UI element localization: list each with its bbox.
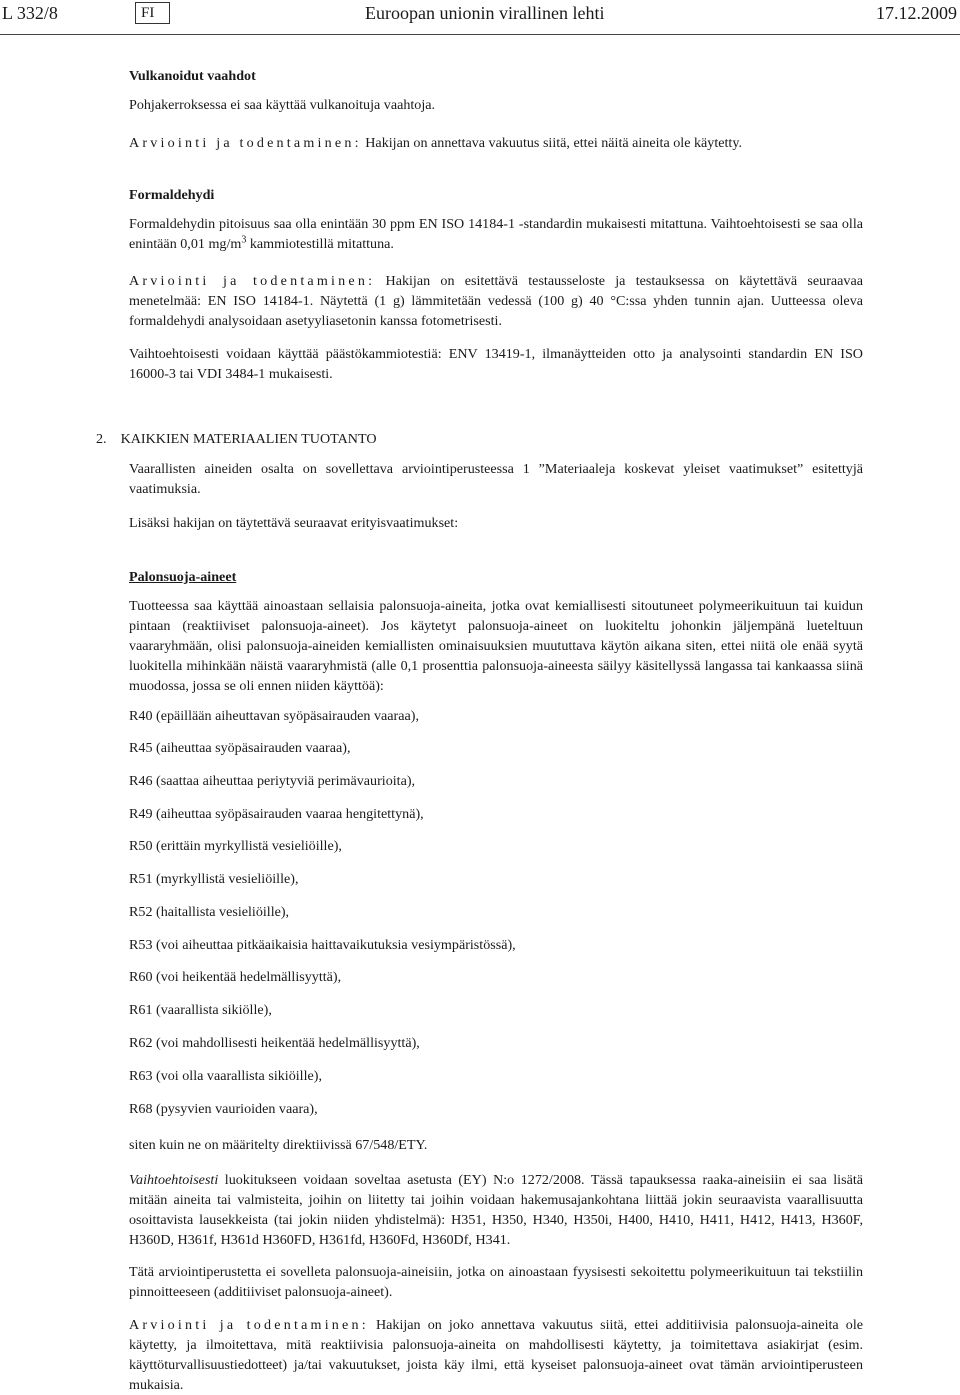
assessment-label: Arviointi ja todentaminen: [129,1317,369,1333]
page-reference: L 332/8 [2,3,58,23]
list-item: R52 (haitallista vesieliöille), [129,904,290,920]
list-item: R40 (epäillään aiheuttavan syöpäsairauden vaaraa), [129,708,419,724]
list-item: R51 (myrkyllistä vesieliöille), [129,871,299,887]
text-fragment: luokitukseen voidaan soveltaa asetusta (EY) N:o 1272/2008. Tässä tapauksessa raaka-aineisiin ei saa lisätä mitään aineita tai valmisteita, joihin on liitetty tai joihin voidaan hakemusajankohtana liittää jokin seuraavista vaarallisuutta osoittavista lausekkeista (tai jokin niiden yhdistelmä): H351, H350, H340, H350i, H400, H410, H411, H412, H413, H360F, H360D, H361f, H361d H360FD, H361fd, H360Fd, H360Df, H341. [129,1172,863,1248]
assessment-text: Hakijan on joko annettava vakuutus siitä, ettei additiivisia palonsuoja-aineita ole käytetty, ja ilmoitettava, mitä reaktiivisia palonsuoja-aineita on mahdollisesti käytetty, ja toimitettava asiakirjat (esim. käyttöturvallisuustiedotteet) ja/tai vakuutukset, joista käy ilmi, että kyseiset palonsuoja-aineet ovat tämän arviointiperusteen mukaisia. [129,1317,863,1393]
assessment-paragraph [129,271,863,331]
assessment-paragraph [129,1315,863,1395]
paragraph [129,214,863,254]
list-item: R60 (voi heikentää hedelmällisyyttä), [129,969,342,985]
paragraph: Vaihtoehtoisesti voidaan käyttää päästökammiotestiä: ENV 13419-1, ilmanäytteiden otto ja analysointi standardin EN ISO 16000-3 tai VDI 3484-1 mukaisesti. [129,346,863,382]
assessment-label: Arviointi ja todentaminen: [129,135,362,151]
text-fragment: Formaldehydin pitoisuus saa olla enintään 30 ppm EN ISO 14184-1 -standardin mukaisesti mitattuna. Vaihtoehtoisesti se saa olla enintään 0,01 mg/m [129,216,863,252]
list-item: R68 (pysyvien vaurioiden vaara), [129,1101,318,1117]
paragraph: Lisäksi hakijan on täytettävä seuraavat erityisvaatimukset: [129,515,459,531]
section-heading-flame-retardants: Palonsuoja-aineet [129,569,237,585]
section-heading-formaldehyde: Formaldehydi [129,187,215,203]
list-item: R45 (aiheuttaa syöpäsairauden vaaraa), [129,740,351,756]
superscript: 3 [241,234,247,246]
assessment-text: Hakijan on esitettävä testausseloste ja testauksessa on käytettävä seuraavaa menetelmää: EN ISO 14184-1. Näytettä (1 g) lämmitetään vedessä (100 g) 40 °C:ssa yhden tunnin ajan. Uutteessa oleva formaldehydi analysoidaan asetyyliasetonin kanssa fotometrisesti. [129,273,863,329]
assessment-label: Arviointi ja todentaminen: [129,273,376,289]
paragraph: Tätä arviointiperustetta ei sovelleta palonsuoja-aineisiin, jotka on ainoastaan fyysisesti sekoitettu polymeerikuituun tai tekstiilin pinnoitteeseen (additiiviset palonsuoja-aineet). [129,1264,863,1300]
list-item: R61 (vaarallista sikiölle), [129,1002,272,1018]
paragraph: Pohjakerroksessa ei saa käyttää vulkanoituja vaahtoja. [129,97,436,113]
language-badge: FI [135,2,170,24]
list-item: R63 (voi olla vaarallista sikiöille), [129,1068,322,1084]
list-item: R50 (erittäin myrkyllistä vesieliöille), [129,838,342,854]
paragraph [129,1170,863,1250]
list-item: R49 (aiheuttaa syöpäsairauden vaaraa hengitettynä), [129,806,424,822]
list-item: R62 (voi mahdollisesti heikentää hedelmällisyyttä), [129,1035,420,1051]
journal-title: Euroopan unionin virallinen lehti [365,3,605,23]
section-heading-vulcanized-foams: Vulkanoidut vaahdot [129,68,256,84]
text-fragment: kammiotestillä mitattuna. [246,236,394,252]
section-number: 2. [96,431,107,447]
assessment-text: Hakijan on annettava vakuutus siitä, ettei näitä aineita ole käytetty. [361,135,743,151]
paragraph: Tuotteessa saa käyttää ainoastaan sellaisia palonsuoja-aineita, jotka ovat kemiallisesti sitoutuneet polymeerikuituun tai kuidun pintaan (reaktiiviset palonsuoja-aineet). Jos käytetyt palonsuoja-aineet on luokiteltu johonkin jäljempänä lueteltuun vaararyhmään, olisi palonsuoja-aineiden kemiallisten ominaisuuksien muututtava käytön aikana siten, ettei niitä ole enää syytä luokitella mihinkään näistä vaararyhmistä (alle 0,1 prosenttia palonsuoja-aineesta säilyy käsitellyssä langassa tai kankaassa siinä muodossa, jossa se oli ennen niiden käyttöä): [129,598,863,694]
list-item: R46 (saattaa aiheuttaa periytyviä perimävaurioita), [129,773,416,789]
assessment-paragraph [129,133,863,153]
paragraph: siten kuin ne on määritelty direktiivissä 67/548/ETY. [129,1137,428,1153]
header-divider [0,34,960,35]
italic-term: Vaihtoehtoisesti [129,1172,219,1188]
issue-date: 17.12.2009 [876,3,957,23]
page-header [0,0,960,26]
list-item: R53 (voi aiheuttaa pitkäaikaisia haittavaikutuksia vesiympäristössä), [129,937,516,953]
paragraph: Vaarallisten aineiden osalta on sovellettava arviointiperusteessa 1 ”Materiaaleja koskevat yleiset vaatimukset” esitettyjä vaatimuksia. [129,461,863,497]
section-title: KAIKKIEN MATERIAALIEN TUOTANTO [120,431,377,447]
section-heading-all-materials [96,429,866,449]
